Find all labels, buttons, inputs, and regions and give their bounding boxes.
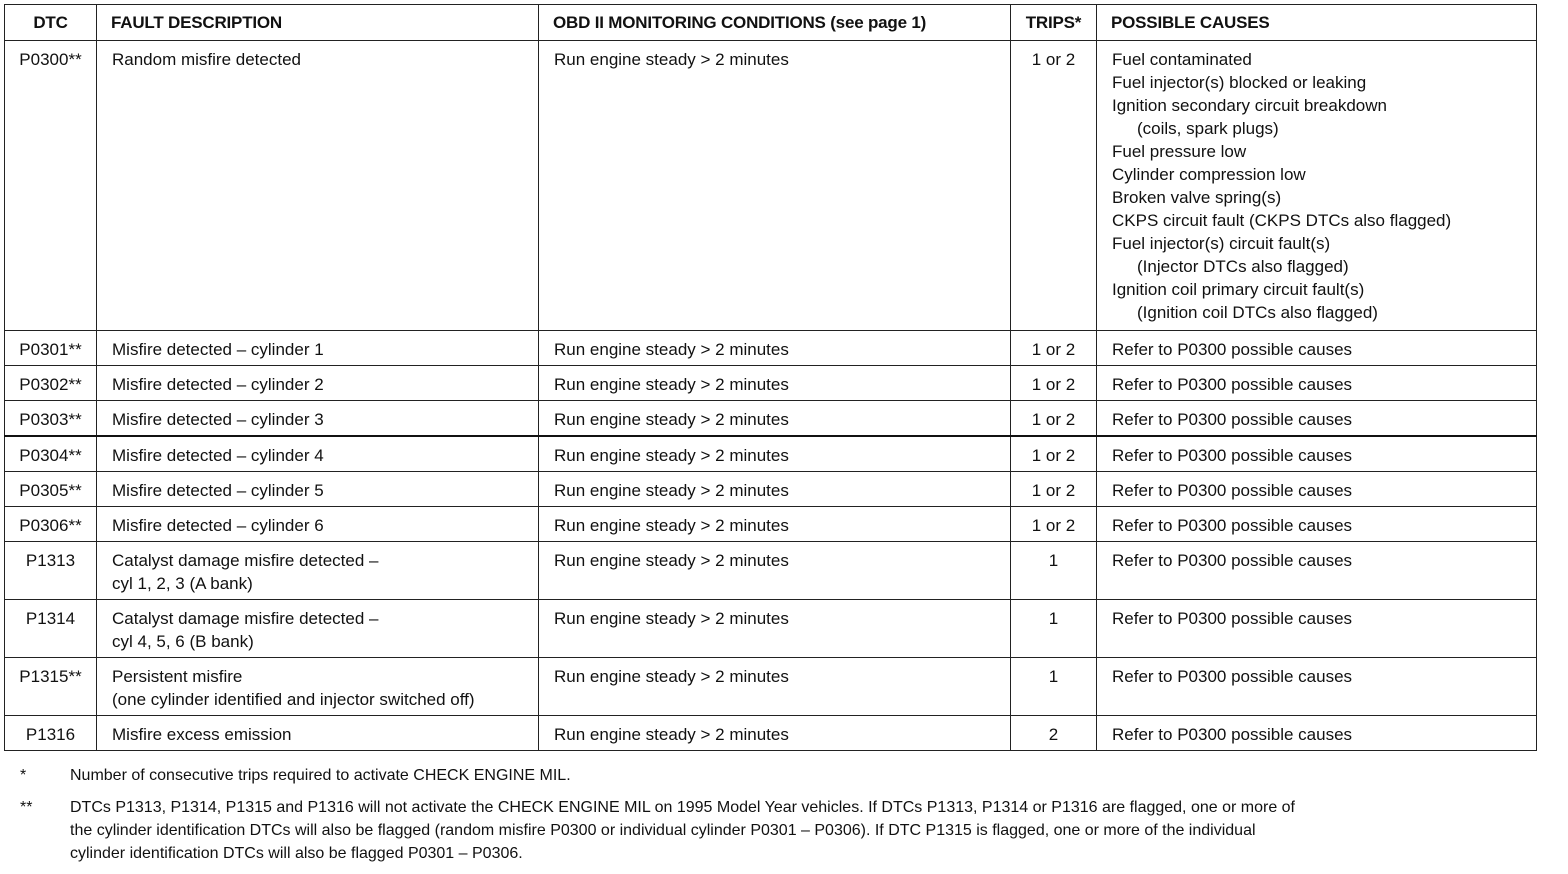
cell-dtc: P0302** (5, 366, 97, 401)
fault-description-line: Misfire detected – cylinder 6 (112, 516, 324, 535)
cell-fault-description (97, 436, 539, 472)
header-possible-causes: POSSIBLE CAUSES (1097, 5, 1537, 41)
cell-possible-causes (1097, 658, 1537, 716)
cell-monitoring-conditions: Run engine steady > 2 minutes (539, 331, 1011, 366)
possible-cause-line: Refer to P0300 possible causes (1112, 516, 1353, 535)
table-row (5, 401, 1537, 437)
possible-cause-line: Refer to P0300 possible causes (1112, 667, 1353, 686)
cell-monitoring-conditions: Run engine steady > 2 minutes (539, 658, 1011, 716)
cell-monitoring-conditions: Run engine steady > 2 minutes (539, 600, 1011, 658)
table-row (5, 542, 1537, 600)
cell-monitoring-conditions: Run engine steady > 2 minutes (539, 542, 1011, 600)
header-fault-description: FAULT DESCRIPTION (97, 5, 539, 41)
header-monitoring-conditions: OBD II MONITORING CONDITIONS (see page 1) (539, 5, 1011, 41)
header-dtc: DTC (5, 5, 97, 41)
footnote-text-line: cylinder identification DTCs will also be flagged P0301 – P0306. (70, 845, 523, 862)
possible-cause-line: Ignition secondary circuit breakdown (1112, 96, 1387, 115)
possible-cause-line: Broken valve spring(s) (1112, 188, 1282, 207)
table-row (5, 716, 1537, 751)
cell-dtc: P1315** (5, 658, 97, 716)
table-row (5, 366, 1537, 401)
footnote-marker: * (20, 767, 27, 784)
cell-trips: 1 or 2 (1011, 366, 1097, 401)
cell-possible-causes (1097, 401, 1537, 437)
possible-cause-line: CKPS circuit fault (CKPS DTCs also flagged) (1112, 211, 1452, 230)
cell-dtc: P0304** (5, 436, 97, 472)
cell-possible-causes (1097, 472, 1537, 507)
cell-dtc: P1313 (5, 542, 97, 600)
table-row (5, 658, 1537, 716)
possible-cause-line: (Injector DTCs also flagged) (1137, 257, 1349, 276)
footnote (20, 764, 1540, 787)
cell-dtc: P1316 (5, 716, 97, 751)
fault-description-line: cyl 4, 5, 6 (B bank) (112, 632, 254, 651)
cell-dtc: P1314 (5, 600, 97, 658)
cell-monitoring-conditions: Run engine steady > 2 minutes (539, 41, 1011, 331)
cell-trips: 1 (1011, 542, 1097, 600)
fault-description-line: Random misfire detected (112, 50, 301, 69)
fault-description-line: Misfire detected – cylinder 1 (112, 340, 324, 359)
cell-fault-description (97, 542, 539, 600)
table-row (5, 472, 1537, 507)
possible-cause-line: Refer to P0300 possible causes (1112, 725, 1353, 744)
table-header-row (5, 5, 1537, 41)
possible-cause-line: Fuel injector(s) circuit fault(s) (1112, 234, 1331, 253)
footnote-text-line: Number of consecutive trips required to activate CHECK ENGINE MIL. (70, 767, 571, 784)
cell-monitoring-conditions: Run engine steady > 2 minutes (539, 472, 1011, 507)
cell-trips: 1 (1011, 600, 1097, 658)
table-row (5, 41, 1537, 331)
fault-description-line: Misfire detected – cylinder 2 (112, 375, 324, 394)
cell-monitoring-conditions: Run engine steady > 2 minutes (539, 401, 1011, 437)
fault-description-line: cyl 1, 2, 3 (A bank) (112, 574, 253, 593)
cell-monitoring-conditions: Run engine steady > 2 minutes (539, 507, 1011, 542)
table-row (5, 331, 1537, 366)
possible-cause-line: Refer to P0300 possible causes (1112, 446, 1353, 465)
cell-monitoring-conditions: Run engine steady > 2 minutes (539, 366, 1011, 401)
cell-trips: 1 or 2 (1011, 507, 1097, 542)
cell-possible-causes (1097, 366, 1537, 401)
cell-possible-causes (1097, 507, 1537, 542)
possible-cause-line: Ignition coil primary circuit fault(s) (1112, 280, 1365, 299)
fault-description-line: Catalyst damage misfire detected – (112, 609, 379, 628)
cell-fault-description (97, 331, 539, 366)
table-body (5, 41, 1537, 751)
header-trips: TRIPS* (1011, 5, 1097, 41)
possible-cause-line: Fuel pressure low (1112, 142, 1247, 161)
cell-fault-description (97, 366, 539, 401)
possible-cause-line: (Ignition coil DTCs also flagged) (1137, 303, 1378, 322)
fault-description-line: Misfire detected – cylinder 4 (112, 446, 324, 465)
possible-cause-line: Refer to P0300 possible causes (1112, 551, 1353, 570)
cell-trips: 1 (1011, 658, 1097, 716)
table-row (5, 600, 1537, 658)
possible-cause-line: Refer to P0300 possible causes (1112, 375, 1353, 394)
cell-fault-description (97, 658, 539, 716)
possible-cause-line: Refer to P0300 possible causes (1112, 481, 1353, 500)
possible-cause-line: Fuel injector(s) blocked or leaking (1112, 73, 1367, 92)
footnote-text-line: DTCs P1313, P1314, P1315 and P1316 will not activate the CHECK ENGINE MIL on 1995 Model Year vehicles. If DTCs P1313, P1314 or P1316 are flagged, one or more of (70, 799, 1295, 816)
fault-description-line: Persistent misfire (112, 667, 243, 686)
footnote-text-line: the cylinder identification DTCs will also be flagged (random misfire P0300 or individual cylinder P0301 – P0306). If DTC P1315 is flagged, one or more of the individual (70, 822, 1256, 839)
possible-cause-line: Cylinder compression low (1112, 165, 1306, 184)
cell-trips: 1 or 2 (1011, 41, 1097, 331)
table-row (5, 507, 1537, 542)
fault-description-line: Misfire detected – cylinder 3 (112, 410, 324, 429)
footnotes (20, 764, 1540, 874)
cell-fault-description (97, 600, 539, 658)
cell-possible-causes (1097, 331, 1537, 366)
cell-trips: 1 or 2 (1011, 331, 1097, 366)
footnote-marker: ** (20, 799, 33, 816)
fault-description-line: Catalyst damage misfire detected – (112, 551, 379, 570)
cell-fault-description (97, 716, 539, 751)
possible-cause-line: Refer to P0300 possible causes (1112, 609, 1353, 628)
cell-fault-description (97, 507, 539, 542)
possible-cause-line: (coils, spark plugs) (1137, 119, 1279, 138)
cell-fault-description (97, 41, 539, 331)
fault-description-line: Misfire detected – cylinder 5 (112, 481, 324, 500)
cell-fault-description (97, 401, 539, 437)
cell-possible-causes (1097, 716, 1537, 751)
cell-monitoring-conditions: Run engine steady > 2 minutes (539, 436, 1011, 472)
possible-cause-line: Refer to P0300 possible causes (1112, 410, 1353, 429)
dtc-table (4, 4, 1537, 751)
possible-cause-line: Refer to P0300 possible causes (1112, 340, 1353, 359)
possible-cause-line: Fuel contaminated (1112, 50, 1252, 69)
cell-monitoring-conditions: Run engine steady > 2 minutes (539, 716, 1011, 751)
cell-trips: 2 (1011, 716, 1097, 751)
cell-dtc: P0303** (5, 401, 97, 437)
cell-possible-causes (1097, 542, 1537, 600)
fault-description-line: Misfire excess emission (112, 725, 292, 744)
cell-dtc: P0300** (5, 41, 97, 331)
cell-dtc: P0305** (5, 472, 97, 507)
cell-possible-causes (1097, 41, 1537, 331)
table-row (5, 436, 1537, 472)
cell-possible-causes (1097, 436, 1537, 472)
cell-trips: 1 or 2 (1011, 436, 1097, 472)
fault-description-line: (one cylinder identified and injector switched off) (112, 690, 475, 709)
footnote (20, 796, 1540, 865)
cell-fault-description (97, 472, 539, 507)
cell-dtc: P0301** (5, 331, 97, 366)
cell-trips: 1 or 2 (1011, 401, 1097, 437)
cell-dtc: P0306** (5, 507, 97, 542)
cell-possible-causes (1097, 600, 1537, 658)
cell-trips: 1 or 2 (1011, 472, 1097, 507)
